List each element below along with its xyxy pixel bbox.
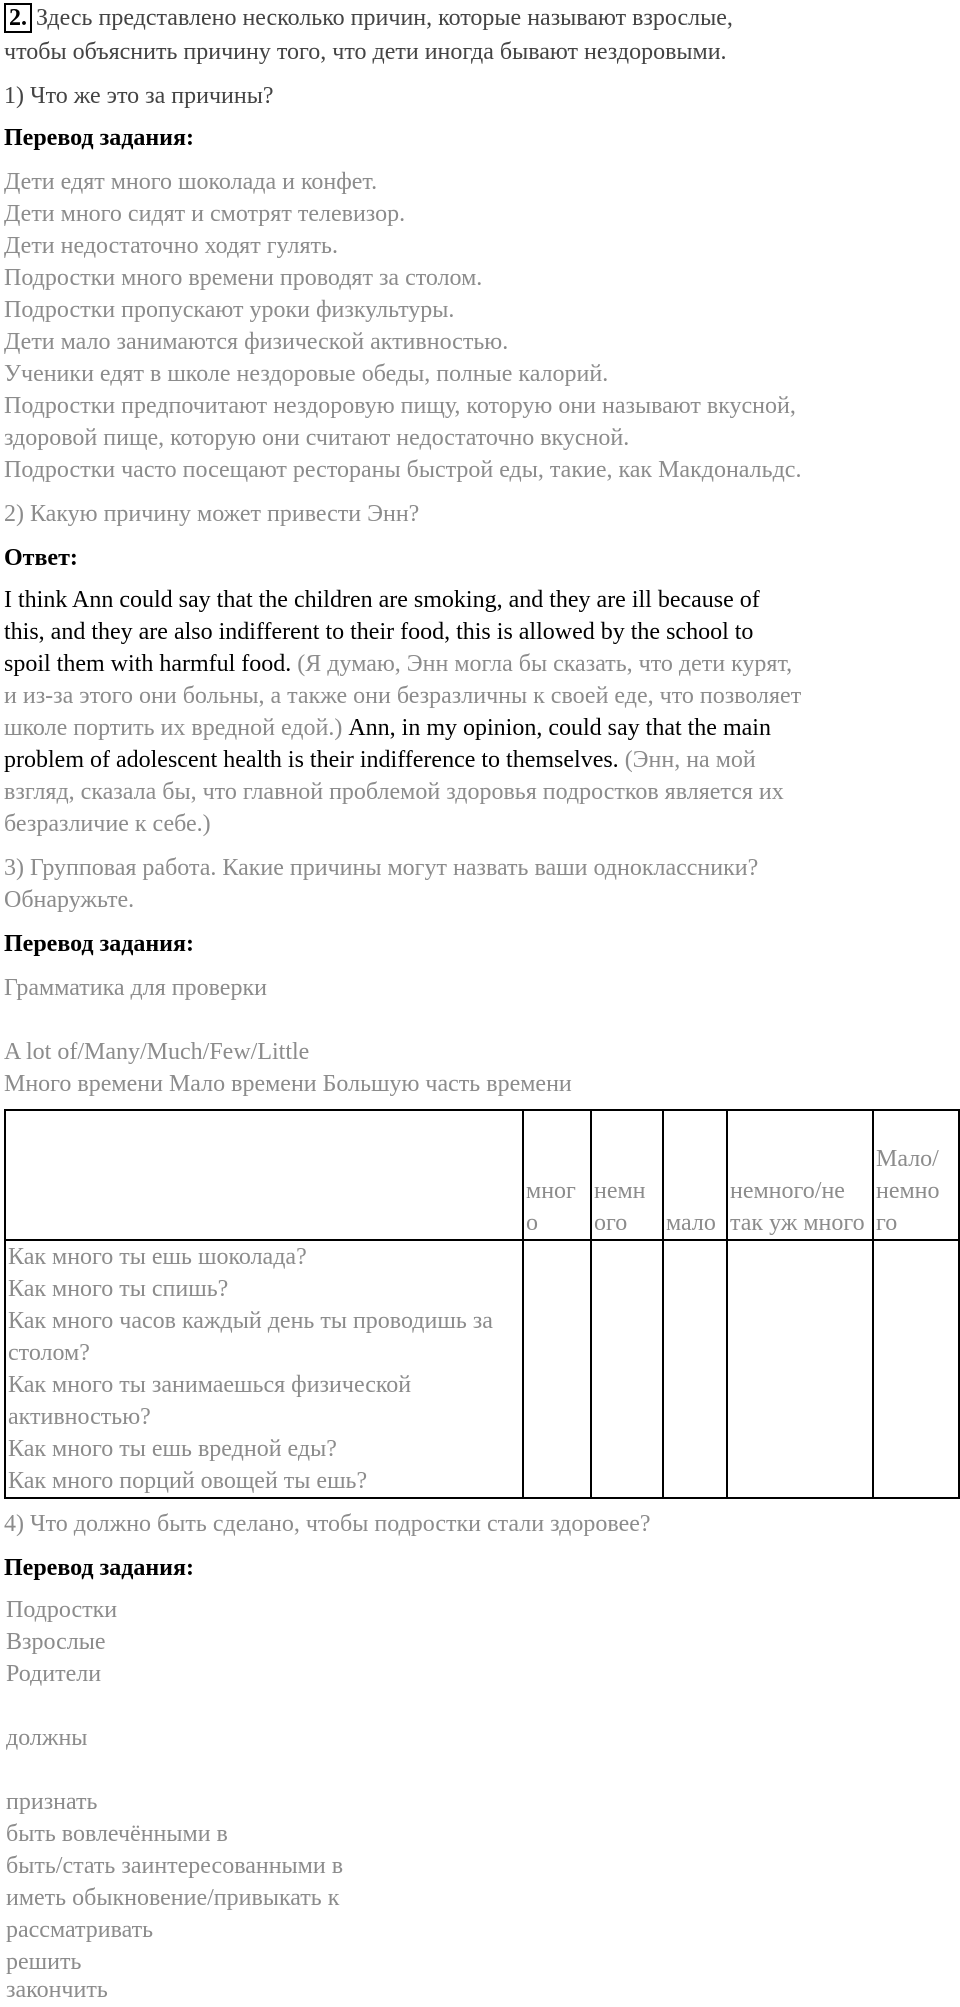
table-header-cell: немн ого: [591, 1110, 663, 1240]
table-header-row: [5, 1110, 959, 1240]
answer-en-6: problem of adolescent health is their indifference to themselves.: [4, 747, 619, 773]
grammar-label: Грамматика для проверки: [4, 975, 267, 1001]
table-header-empty: [5, 1110, 523, 1240]
table-row: [5, 1240, 959, 1498]
question-2: 2) Какую причину может привести Энн?: [4, 501, 420, 527]
verb-1: признать: [6, 1789, 98, 1815]
question-3-line-2: Обнаружьте.: [4, 887, 135, 913]
task-number: 2.: [4, 3, 32, 33]
subject-2: Взрослые: [6, 1629, 106, 1655]
time-phrases-line: Много времени Мало времени Большую часть времени: [4, 1071, 572, 1097]
quantifiers-line: A lot of/Many/Much/Few/Little: [4, 1039, 310, 1065]
table-answer-cell[interactable]: [591, 1240, 663, 1498]
reason-7: Ученики едят в школе нездоровые обеды, полные калорий.: [4, 361, 609, 387]
reason-9: здоровой пище, которую они считают недостаточно вкусной.: [4, 425, 630, 451]
table-questions-cell: [5, 1240, 523, 1498]
intro-line-1: [4, 2, 733, 34]
table-header-cell: мало: [663, 1110, 727, 1240]
table-header-cell: мног о: [523, 1110, 591, 1240]
reason-6: Дети мало занимаются физической активностью.: [4, 329, 509, 355]
answer-en-3: spoil them with harmful food.: [4, 651, 292, 677]
verb-4: иметь обыкновение/привыкать к: [6, 1885, 340, 1911]
answer-line-7: [4, 776, 784, 808]
reason-1: Дети едят много шоколада и конфет.: [4, 169, 378, 195]
verb-2: быть вовлечёнными в: [6, 1821, 228, 1847]
intro-text-1: Здесь представлено несколько причин, которые называют взрослые,: [36, 5, 733, 31]
question-3-line-1: 3) Групповая работа. Какие причины могут назвать ваши одноклассники?: [4, 855, 759, 881]
answer-line-1: [4, 584, 760, 616]
answer-heading: Ответ:: [4, 545, 78, 571]
survey-table: [4, 1109, 960, 1499]
table-answer-cell[interactable]: [873, 1240, 959, 1498]
answer-en-2: this, and they are also indifferent to their food, this is allowed by the school to: [4, 619, 754, 645]
question-4: 4) Что должно быть сделано, чтобы подростки стали здоровее?: [4, 1511, 651, 1537]
answer-en-5: Ann, in my opinion, could say that the main: [342, 715, 771, 741]
verb-5: рассматривать: [6, 1917, 154, 1943]
answer-ru-7: взгляд, сказала бы, что главной проблемой здоровья подростков является их: [4, 779, 784, 805]
reason-10: Подростки часто посещают рестораны быстрой еды, такие, как Макдональдс.: [4, 457, 802, 483]
answer-line-5: [4, 712, 771, 744]
modal-verb: должны: [6, 1725, 88, 1751]
table-question: Как много порций овощей ты ешь?: [8, 1468, 368, 1494]
translation-heading-1: Перевод задания:: [4, 125, 194, 151]
intro-line-2: чтобы объяснить причину того, что дети иногда бывают нездоровыми.: [4, 39, 727, 65]
answer-line-4: [4, 680, 801, 712]
verb-7: закончить: [6, 1977, 108, 2003]
reason-8: Подростки предпочитают нездоровую пищу, которую они называют вкусной,: [4, 393, 796, 419]
translation-heading-3: Перевод задания:: [4, 1555, 194, 1581]
reason-3: Дети недостаточно ходят гулять.: [4, 233, 338, 259]
verb-6: решить: [6, 1949, 82, 1975]
answer-ru-3: (Я думаю, Энн могла бы сказать, что дети курят,: [291, 651, 793, 677]
subject-3: Родители: [6, 1661, 102, 1687]
reason-5: Подростки пропускают уроки физкультуры.: [4, 297, 455, 323]
answer-line-6: [4, 744, 756, 776]
question-1: 1) Что же это за причины?: [4, 83, 274, 109]
answer-ru-8: безразличие к себе.): [4, 811, 211, 837]
table-header-cell: немного/не так уж много: [727, 1110, 873, 1240]
reason-2: Дети много сидят и смотрят телевизор.: [4, 201, 406, 227]
translation-heading-2: Перевод задания:: [4, 931, 194, 957]
answer-ru-6: (Энн, на мой: [618, 747, 756, 773]
verb-3: быть/стать заинтересованными в: [6, 1853, 344, 1879]
answer-ru-4: и из-за этого они больны, а также они безразличны к своей еде, что позволяет: [4, 683, 802, 709]
table-question: Как много ты спишь?: [8, 1276, 229, 1302]
subject-1: Подростки: [6, 1597, 118, 1623]
table-question: Как много ты ешь вредной еды?: [8, 1436, 337, 1462]
reason-4: Подростки много времени проводят за столом.: [4, 265, 483, 291]
table-question: Как много часов каждый день ты проводишь за столом?: [8, 1308, 493, 1366]
table-answer-cell[interactable]: [523, 1240, 591, 1498]
answer-line-2: [4, 616, 753, 648]
table-answer-cell[interactable]: [663, 1240, 727, 1498]
answer-line-8: [4, 808, 211, 840]
table-question: Как много ты ешь шоколада?: [8, 1244, 307, 1270]
table-header-cell: Мало/ немно го: [873, 1110, 959, 1240]
answer-ru-5: школе портить их вредной едой.): [4, 715, 343, 741]
answer-line-3: [4, 648, 792, 680]
answer-en-1: I think Ann could say that the children are smoking, and they are ill because of: [4, 587, 760, 613]
table-answer-cell[interactable]: [727, 1240, 873, 1498]
table-question: Как много ты занимаешься физической активностью?: [8, 1372, 412, 1430]
